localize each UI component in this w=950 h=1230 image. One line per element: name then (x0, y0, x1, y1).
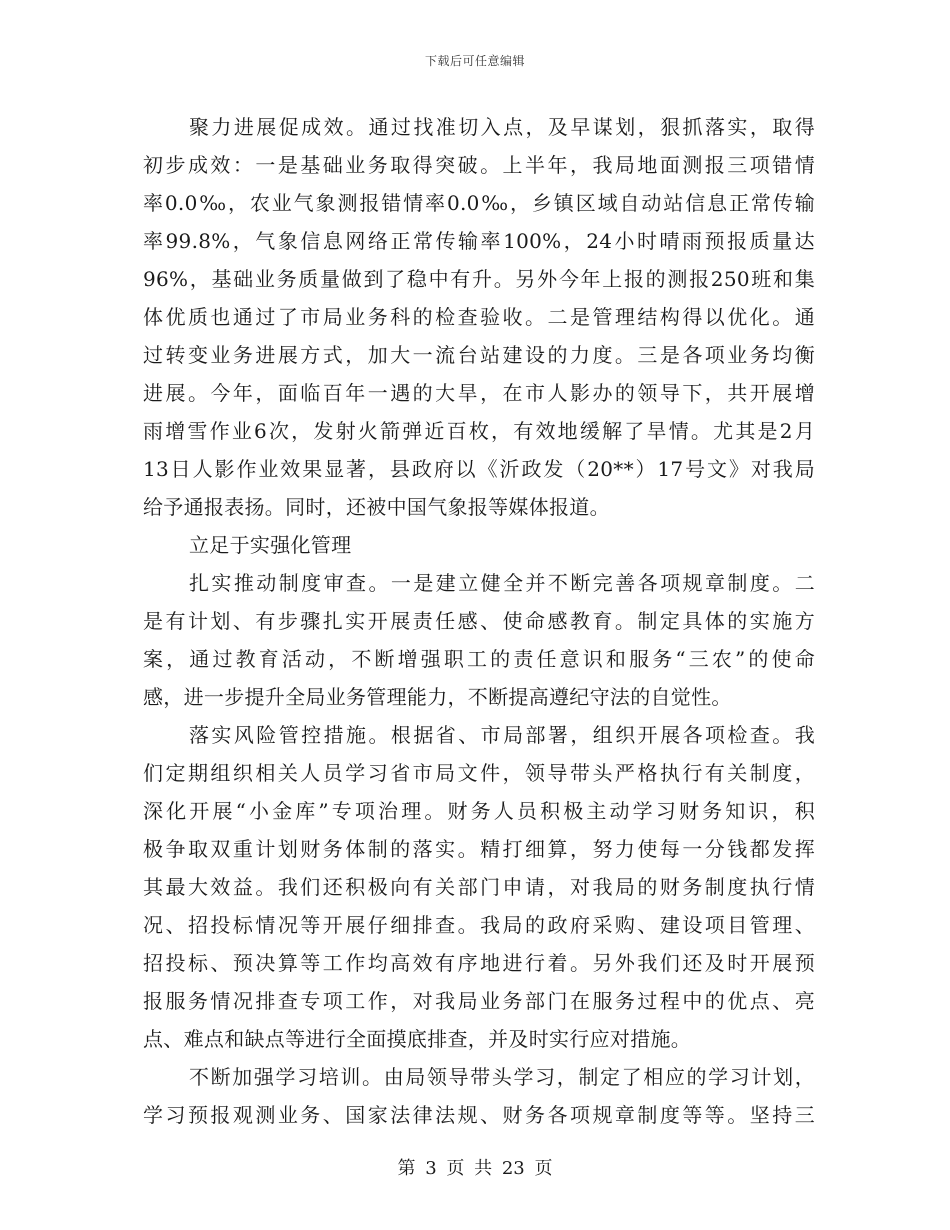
paragraph-line: 率99.8%，气象信息网络正常传输率100%，24小时晴雨预报质量达 (143, 229, 815, 253)
paragraph-line: 学习预报观测业务、国家法律法规、财务各项规章制度等等。坚持三 (143, 1103, 815, 1127)
paragraph-line: 是有计划、有步骤扎实开展责任感、使命感教育。制定具体的实施方 (143, 609, 815, 633)
paragraph-line: 体优质也通过了市局业务科的检查验收。二是管理结构得以优化。通 (143, 305, 815, 329)
paragraph-line: 雨增雪作业6次，发射火箭弹近百枚，有效地缓解了旱情。尤其是2月 (143, 419, 815, 443)
paragraph-line: 率0.0‰，农业气象测报错情率0.0‰，乡镇区域自动站信息正常传输 (143, 191, 815, 215)
paragraph-line: 点、难点和缺点等进行全面摸底排查，并及时实行应对措施。 (143, 1027, 692, 1051)
paragraph-line: 给予通报表扬。同时，还被中国气象报等媒体报道。 (143, 495, 610, 519)
paragraph-line: 不断加强学习培训。由局领导带头学习，制定了相应的学习计划， (189, 1065, 815, 1089)
page-number-footer: 第 3 页 共 23 页 (397, 1158, 553, 1179)
paragraph-line: 落实风险管控措施。根据省、市局部署，组织开展各项检查。我 (189, 723, 815, 747)
paragraph-line: 极争取双重计划财务体制的落实。精打细算，努力使每一分钱都发挥 (143, 837, 815, 861)
paragraph-line: 扎实推动制度审查。一是建立健全并不断完善各项规章制度。二 (189, 571, 815, 595)
page-header: 下载后可任意编辑 (424, 54, 525, 68)
paragraph-line: 进展。今年，面临百年一遇的大旱，在市人影办的领导下，共开展增 (143, 381, 815, 405)
paragraph-line: 其最大效益。我们还积极向有关部门申请，对我局的财务制度执行情 (143, 875, 815, 899)
paragraph-line: 13日人影作业效果显著，县政府以《沂政发（20**）17号文》对我局 (143, 457, 815, 481)
paragraph-line: 们定期组织相关人员学习省市局文件，领导带头严格执行有关制度， (143, 761, 815, 785)
paragraph-line: 深化开展“小金库”专项治理。财务人员积极主动学习财务知识，积 (143, 799, 815, 823)
paragraph-line: 案，通过教育活动，不断增强职工的责任意识和服务“三农”的使命 (143, 647, 815, 671)
paragraph-line: 招投标、预决算等工作均高效有序地进行着。另外我们还及时开展预 (143, 951, 815, 975)
paragraph-line: 报服务情况排查专项工作，对我局业务部门在服务过程中的优点、亮 (143, 989, 815, 1013)
document-body (143, 108, 815, 1134)
paragraph-line: 初步成效：一是基础业务取得突破。上半年，我局地面测报三项错情 (143, 153, 815, 177)
paragraph-line: 感，进一步提升全局业务管理能力，不断提高遵纪守法的自觉性。 (143, 685, 732, 709)
paragraph-line: 聚力进展促成效。通过找准切入点，及早谋划，狠抓落实，取得 (189, 115, 815, 139)
paragraph-line: 况、招投标情况等开展仔细排查。我局的政府采购、建设项目管理、 (143, 913, 815, 937)
paragraph-line: 过转变业务进展方式，加大一流台站建设的力度。三是各项业务均衡 (143, 343, 815, 367)
paragraph-line: 96%，基础业务质量做到了稳中有升。另外今年上报的测报250班和集 (143, 267, 815, 291)
section-heading: 立足于实强化管理 (189, 533, 352, 557)
